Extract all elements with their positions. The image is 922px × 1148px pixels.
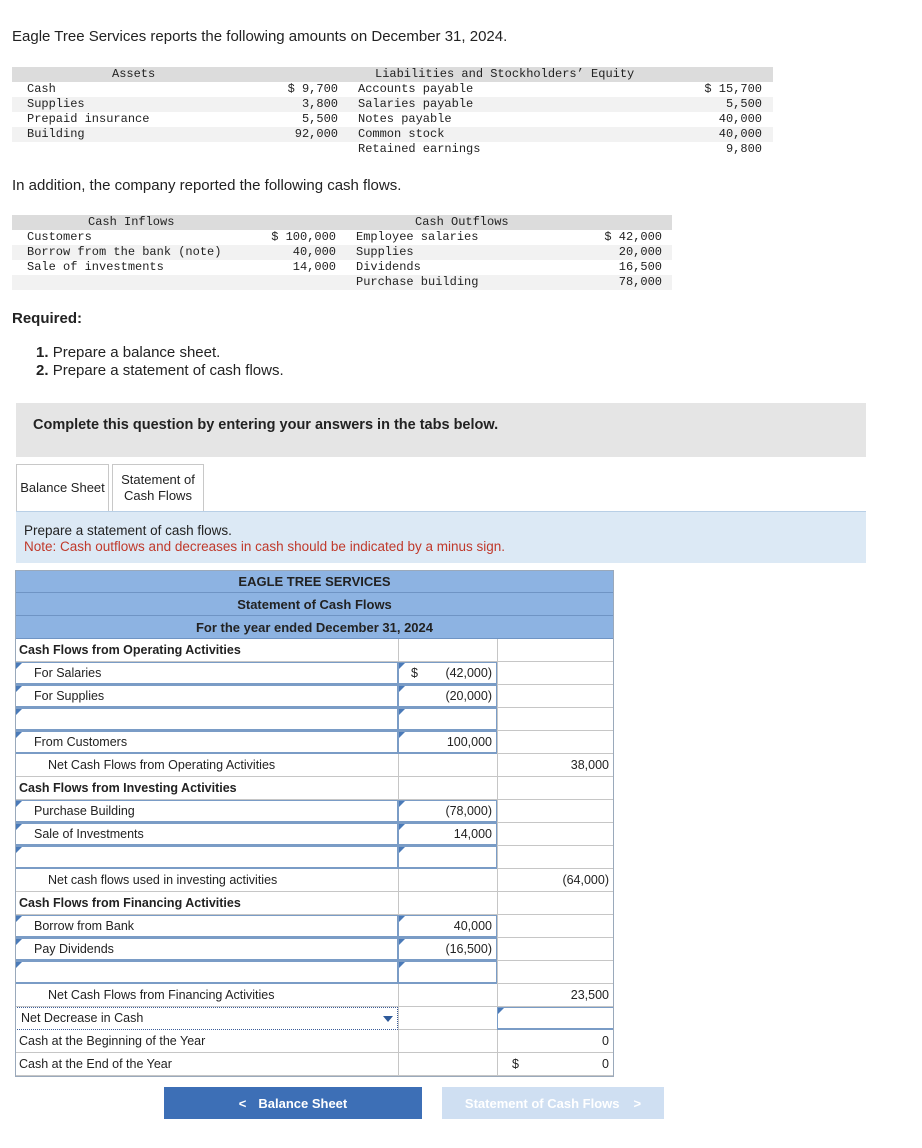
statement-period: For the year ended December 31, 2024	[15, 616, 614, 639]
intro-text: Eagle Tree Services reports the following amounts on December 31, 2024.	[12, 28, 508, 45]
liability-value: 5,500	[725, 97, 762, 111]
asset-label: Prepaid insurance	[27, 112, 150, 126]
customers-amount-input[interactable]: 100,000	[398, 731, 497, 754]
liabilities-header: Liabilities and Stockholders’ Equity	[375, 67, 635, 81]
liability-label: Salaries payable	[358, 97, 474, 111]
previous-tab-label: Balance Sheet	[258, 1095, 348, 1111]
blank-label-input[interactable]	[15, 708, 398, 731]
section-header-row	[15, 777, 614, 800]
table-row	[15, 708, 614, 731]
inflows-header: Cash Inflows	[88, 215, 175, 229]
outflow-label: Purchase building	[356, 275, 479, 289]
outflow-value: 78,000	[618, 275, 662, 289]
required-title: Required:	[12, 310, 83, 327]
blank-amount-input[interactable]	[398, 846, 497, 869]
table-row	[15, 754, 614, 777]
banner-text: Complete this question by entering your answers in the tabs below.	[33, 417, 499, 433]
table-row	[15, 1030, 614, 1053]
required-item: 1. Prepare a balance sheet.	[36, 344, 221, 361]
table-row	[15, 731, 614, 754]
bank-amount-input[interactable]: 40,000	[398, 915, 497, 938]
supplies-label-input[interactable]: For Supplies	[15, 685, 398, 708]
customers-label-input[interactable]: From Customers	[15, 731, 398, 754]
table-row	[15, 685, 614, 708]
outflows-header: Cash Outflows	[415, 215, 509, 229]
salaries-label-input[interactable]: For Salaries	[15, 662, 398, 685]
outflow-value: 20,000	[618, 245, 662, 259]
end-value-cell	[497, 1053, 614, 1076]
liability-value: $ 15,700	[704, 82, 762, 96]
outflow-value: $ 42,000	[604, 230, 662, 244]
asset-value: 92,000	[294, 127, 338, 141]
end-value: 0	[602, 1057, 609, 1071]
inflow-value: $ 100,000	[271, 230, 336, 244]
table-row	[15, 662, 614, 685]
liability-value: 40,000	[718, 112, 762, 126]
investments-label-input[interactable]: Sale of Investments	[15, 823, 398, 846]
liability-label: Accounts payable	[358, 82, 474, 96]
asset-label: Building	[27, 127, 85, 141]
table-row	[15, 869, 614, 892]
net-operating-value: 38,000	[497, 754, 614, 777]
inflow-label: Borrow from the bank (note)	[27, 245, 222, 259]
next-tab-label: Statement of Cash Flows	[464, 1095, 620, 1111]
end-dollar: $	[512, 1057, 519, 1071]
inflow-label: Sale of investments	[27, 260, 164, 274]
blank-label-input[interactable]	[15, 846, 398, 869]
instruction-line: Prepare a statement of cash flows.	[24, 523, 232, 538]
asset-value: 5,500	[301, 112, 338, 126]
liability-label: Common stock	[358, 127, 445, 141]
required-list	[36, 344, 284, 380]
inflow-value: 14,000	[292, 260, 336, 274]
balance-data-table	[12, 67, 773, 159]
statement-title: Statement of Cash Flows	[15, 593, 614, 616]
table-row	[15, 823, 614, 846]
table-row	[15, 1007, 614, 1030]
table-row	[15, 961, 614, 984]
chevron-left-icon: <	[238, 1095, 247, 1111]
outflow-label: Dividends	[356, 260, 421, 274]
assets-header: Assets	[112, 67, 156, 81]
net-change-select[interactable]: Net Decrease in Cash	[15, 1007, 398, 1030]
table-row	[15, 915, 614, 938]
net-operating-label: Net Cash Flows from Operating Activities	[48, 758, 276, 772]
net-change-total-input[interactable]	[497, 1007, 614, 1030]
table-row	[15, 938, 614, 961]
inflow-label: Customers	[27, 230, 92, 244]
required-item: 2. Prepare a statement of cash flows.	[36, 362, 284, 379]
company-name: EAGLE TREE SERVICES	[15, 570, 614, 593]
liability-label: Notes payable	[358, 112, 452, 126]
blank-amount-input[interactable]	[398, 961, 497, 984]
asset-label: Supplies	[27, 97, 85, 111]
financing-header: Cash Flows from Financing Activities	[19, 896, 241, 910]
table-row	[15, 984, 614, 1007]
outflow-label: Employee salaries	[356, 230, 479, 244]
asset-value: $ 9,700	[287, 82, 338, 96]
beginning-label: Cash at the Beginning of the Year	[19, 1034, 206, 1048]
section-header-row	[15, 639, 614, 662]
previous-tab-button[interactable]	[164, 1087, 422, 1119]
blank-label-input[interactable]	[15, 961, 398, 984]
bank-label-input[interactable]: Borrow from Bank	[15, 915, 398, 938]
section-header-row	[15, 892, 614, 915]
dividends-amount-input[interactable]: (16,500)	[398, 938, 497, 961]
net-financing-label: Net Cash Flows from Financing Activities	[48, 988, 275, 1002]
dropdown-arrow-icon[interactable]	[383, 1016, 393, 1022]
table-row	[15, 800, 614, 823]
asset-value: 3,800	[301, 97, 338, 111]
tab-statement-of-cash-flows[interactable]	[112, 464, 204, 512]
investments-amount-input[interactable]: 14,000	[398, 823, 497, 846]
tab-statement-label-line2: Cash Flows	[124, 488, 192, 503]
next-tab-button[interactable]	[442, 1087, 664, 1119]
building-label-input[interactable]: Purchase Building	[15, 800, 398, 823]
tab-balance-sheet[interactable]	[16, 464, 109, 512]
instructions-banner	[16, 403, 866, 457]
salaries-amount-input[interactable]: $ (42,000)	[398, 662, 497, 685]
chevron-right-icon: >	[633, 1095, 642, 1111]
table-row	[15, 846, 614, 869]
tab-balance-sheet-label: Balance Sheet	[20, 480, 105, 495]
asset-label: Cash	[27, 82, 56, 96]
liability-value: 9,800	[725, 142, 762, 156]
net-financing-value: 23,500	[497, 984, 614, 1007]
net-investing-label: Net cash flows used in investing activities	[48, 873, 278, 887]
net-investing-value: (64,000)	[497, 869, 614, 892]
end-label: Cash at the End of the Year	[19, 1057, 172, 1071]
dividends-label-input[interactable]: Pay Dividends	[15, 938, 398, 961]
intro-cashflows-text: In addition, the company reported the following cash flows.	[12, 177, 402, 194]
operating-header: Cash Flows from Operating Activities	[19, 643, 241, 657]
supplies-amount-input[interactable]: (20,000)	[398, 685, 497, 708]
tab-instructions	[16, 511, 866, 563]
cashflow-data-table	[12, 215, 672, 292]
outflow-label: Supplies	[356, 245, 414, 259]
inflow-value: 40,000	[292, 245, 336, 259]
table-row	[15, 1053, 614, 1076]
beginning-value: 0	[497, 1030, 614, 1053]
investing-header: Cash Flows from Investing Activities	[19, 781, 237, 795]
liability-label: Retained earnings	[358, 142, 481, 156]
blank-amount-input[interactable]	[398, 708, 497, 731]
building-amount-input[interactable]: (78,000)	[398, 800, 497, 823]
liability-value: 40,000	[718, 127, 762, 141]
instruction-note: Note: Cash outflows and decreases in cash should be indicated by a minus sign.	[24, 539, 506, 554]
tab-statement-label-line1: Statement of	[121, 472, 195, 487]
outflow-value: 16,500	[618, 260, 662, 274]
